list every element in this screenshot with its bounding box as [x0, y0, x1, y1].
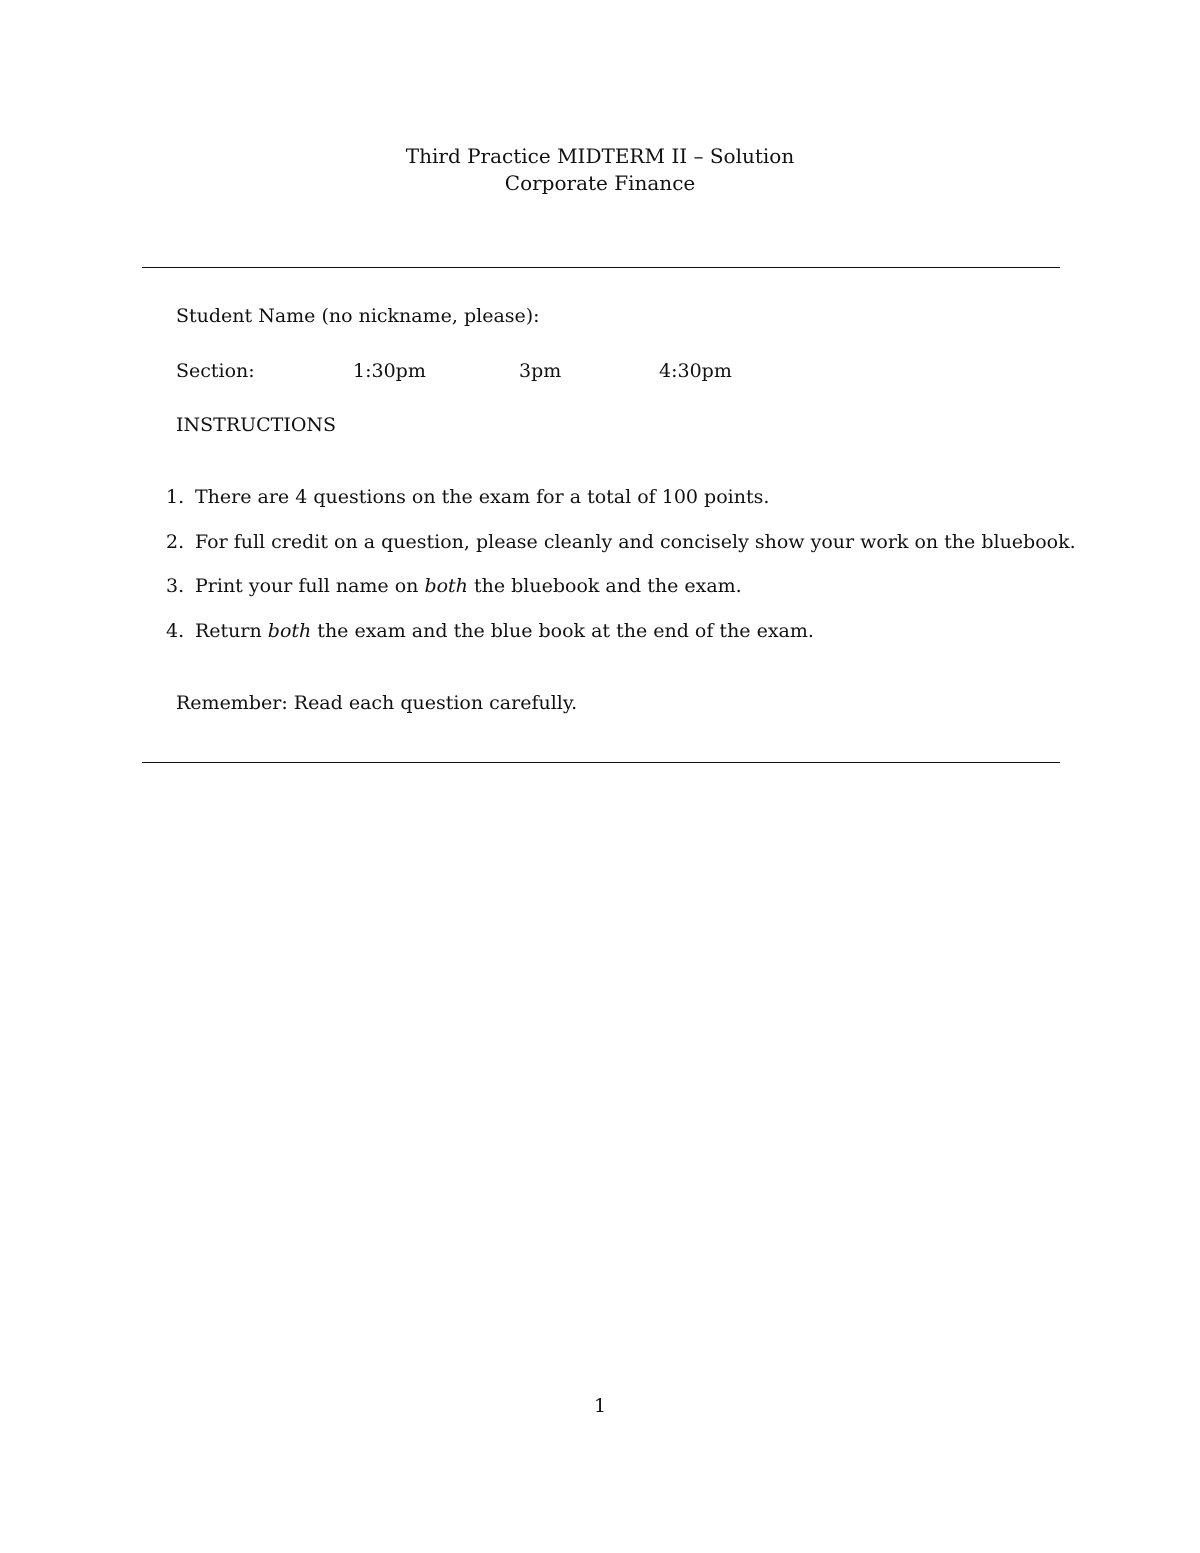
instruction-text-before: Print your full name on [195, 575, 425, 597]
instruction-text: There are 4 questions on the exam for a total of 100 points. [195, 486, 770, 508]
instruction-text-after: the bluebook and the exam. [467, 575, 742, 597]
top-divider [142, 267, 1060, 268]
instructions-heading: INSTRUCTIONS [176, 414, 337, 436]
instruction-item [166, 619, 814, 643]
exam-title: Third Practice MIDTERM II – Solution [405, 144, 795, 168]
instruction-emphasis: both [424, 575, 468, 597]
page-number: 1 [593, 1395, 607, 1417]
instruction-number: 4. [166, 620, 185, 642]
course-name: Corporate Finance [504, 171, 696, 195]
instruction-number: 2. [166, 531, 185, 553]
section-option-3pm: 3pm [519, 360, 562, 382]
reminder-text: Remember: Read each question carefully. [176, 692, 578, 714]
bottom-divider [142, 762, 1060, 763]
instruction-item [166, 574, 742, 598]
instruction-text-after: the exam and the blue book at the end of the exam. [311, 620, 814, 642]
instruction-number: 3. [166, 575, 185, 597]
instruction-number: 1. [166, 486, 185, 508]
instruction-item [166, 530, 1076, 554]
instruction-emphasis: both [267, 620, 312, 642]
instruction-text-before: Return [195, 620, 268, 642]
section-option-430pm: 4:30pm [659, 360, 732, 382]
instruction-item [166, 485, 769, 509]
student-name-label: Student Name (no nickname, please): [176, 305, 540, 327]
section-option-130pm: 1:30pm [353, 360, 426, 382]
instruction-text: For full credit on a question, please cleanly and concisely show your work on the bluebook. [195, 531, 1076, 553]
section-label: Section: [176, 360, 255, 382]
